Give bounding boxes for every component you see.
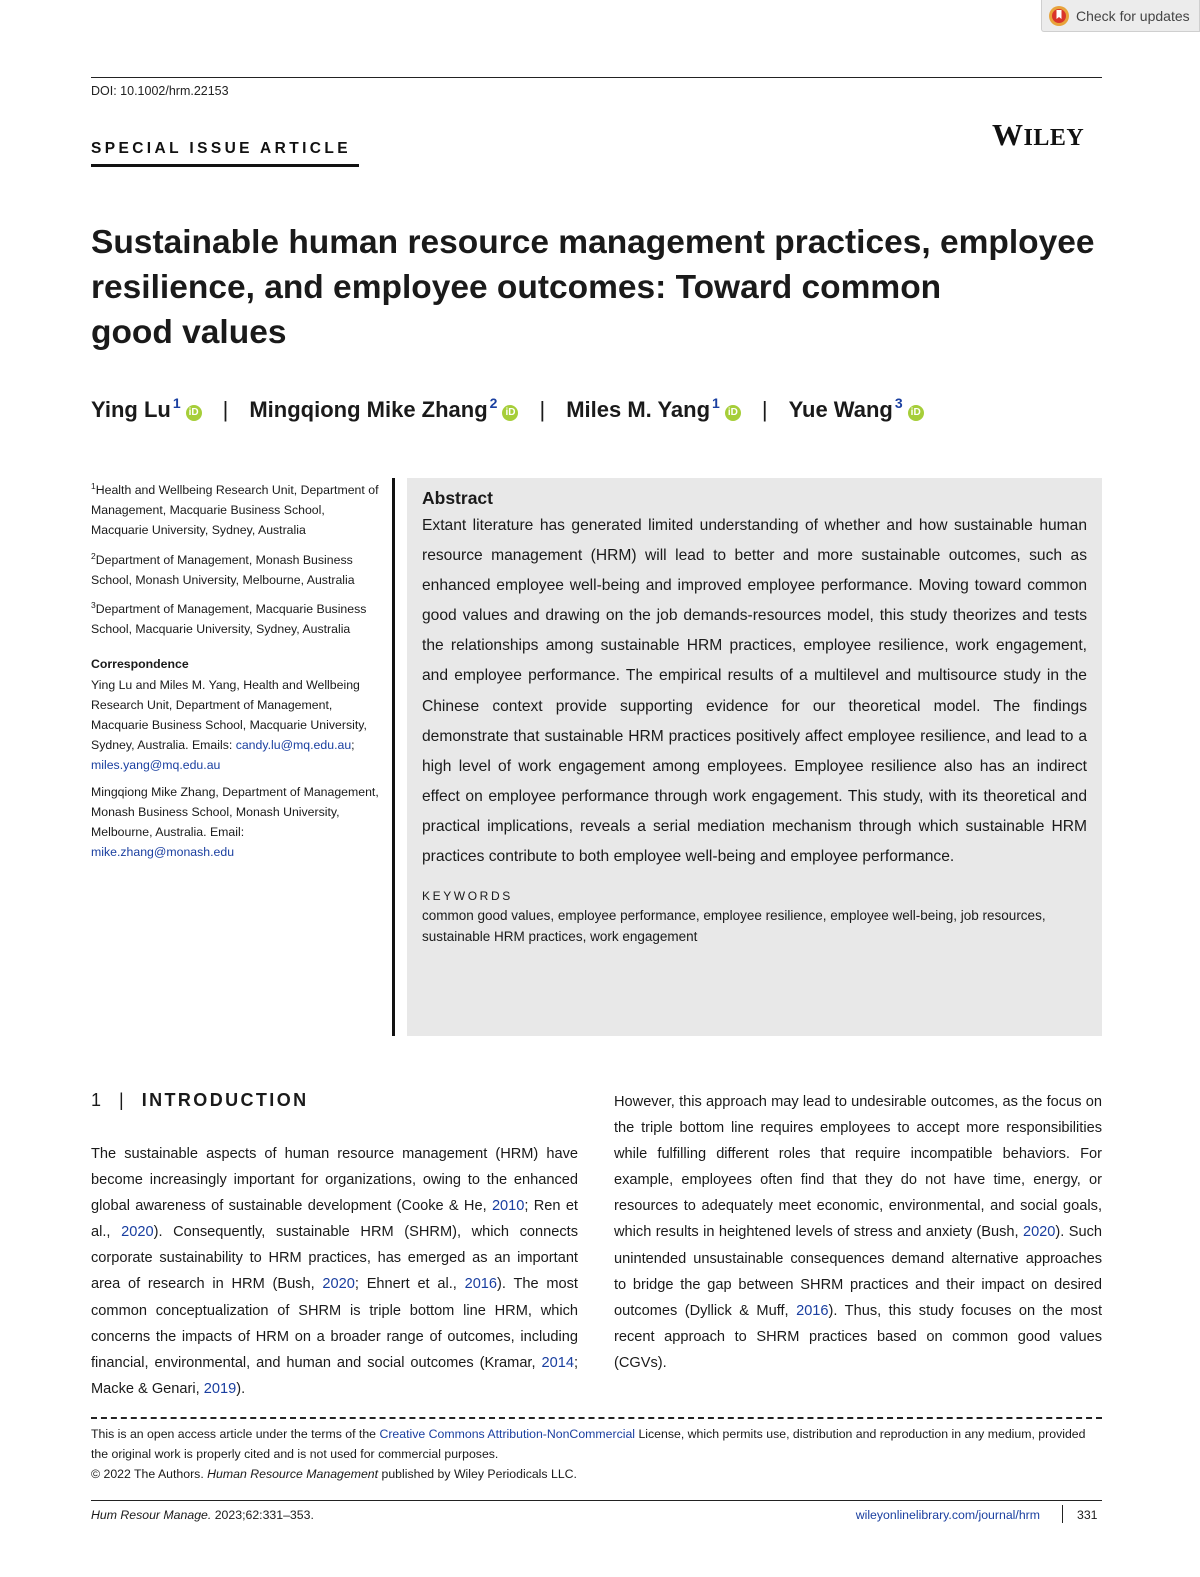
affiliation-marker[interactable]: 2 bbox=[489, 395, 498, 411]
body-text: ). The most common conceptualization of SHRM is triple bottom line HRM, which concerns the impacts of HRM on a broader range of outcomes, including financial, environmental, and human and social outcomes (Kramar, bbox=[91, 1276, 578, 1371]
title-line: Sustainable human resource management practices, employee bbox=[91, 224, 1095, 261]
intro-right-column bbox=[614, 1089, 1102, 1376]
license-notice: This is an open access article under the terms of the Creative Commons Attribution-NonCommercial License, which permits use, distribution and reproduction in any medium, provided the original work is properly cited and is not used for commercial purposes. © 2022 The Authors. Human Resource Management published by Wiley Periodicals LLC. bbox=[91, 1427, 1086, 1482]
abstract-box bbox=[407, 478, 1102, 1036]
body-text: ). Thus, this study focuses on the most recent approach to SHRM practices based on common good values (CGVs). bbox=[614, 1302, 1103, 1371]
author-name[interactable]: Ying Lu $^1$iD bbox=[91, 395, 202, 423]
check-for-updates-button[interactable] bbox=[1041, 0, 1200, 32]
correspondence-heading: Correspondence bbox=[91, 657, 189, 672]
author-separator: | bbox=[539, 397, 546, 422]
wiley-logo: WILEY bbox=[992, 117, 1085, 152]
citation-link[interactable]: 2020 bbox=[121, 1224, 154, 1241]
article-type-underline bbox=[91, 164, 359, 167]
author-list bbox=[91, 395, 924, 423]
keywords-text: common good values, employee performance, employee resilience, employee well-being, job resources, sustainable HRM practices, work engagement bbox=[422, 908, 1046, 945]
author-separator: | bbox=[222, 397, 229, 422]
affiliation-marker[interactable]: 3 bbox=[894, 395, 903, 411]
email-link[interactable]: mike.zhang@monash.edu bbox=[91, 845, 235, 860]
article-type: SPECIAL ISSUE ARTICLE bbox=[91, 140, 352, 157]
footer-rule bbox=[91, 1500, 1102, 1501]
sidebar-affiliations bbox=[91, 476, 381, 868]
orcid-icon[interactable]: iD bbox=[908, 405, 924, 421]
abstract-text: Extant literature has generated limited understanding of whether and how sustainable human resource management (HRM) will lead to better and more sustainable outcomes, such as enhanced employee well-being and improved employee performance. Moving toward common good values and drawing on the job demands-resources model, this study theorizes and tests the relationships among sustainable HRM practices, employee resilience, work engagement, and employee performance. The empirical results of a multilevel and multisource study in the Chinese context provide supporting evidence for our theoretical model. The findings demonstrate that sustainable HRM practices positively affect employee resilience, and lead to a high level of work engagement among employees. Employee resilience also has an indirect effect on employee performance through work engagement. This study, with its theoretical and practical implications, reveals a serial mediation mechanism through which sustainable HRM practices contribute to both employee well-being and employee performance. bbox=[422, 517, 1087, 866]
author-name[interactable]: Miles M. Yang $^1$iD bbox=[566, 395, 741, 423]
body-text: ; Macke & Genari, bbox=[91, 1354, 578, 1397]
doi: DOI: 10.1002/hrm.22153 bbox=[91, 84, 229, 98]
body-text: ; Ehnert et al., bbox=[354, 1276, 465, 1293]
title-line: good values bbox=[91, 314, 287, 351]
license-divider bbox=[91, 1417, 1102, 1419]
intro-left-column bbox=[91, 1141, 578, 1402]
author-separator: | bbox=[761, 397, 768, 422]
footer-citation: Hum Resour Manage. 2023;62:331–353. bbox=[91, 1508, 314, 1522]
citation-link[interactable]: 2020 bbox=[1022, 1224, 1056, 1241]
top-rule bbox=[91, 77, 1102, 78]
citation-link[interactable]: 2016 bbox=[464, 1276, 498, 1293]
affiliation: $^3$Department of Management, Macquarie Business School, Macquarie University, Sydney, Australia bbox=[91, 600, 367, 637]
email-link[interactable]: candy.lu@mq.edu.au bbox=[235, 738, 352, 753]
citation-link[interactable]: 2020 bbox=[322, 1276, 355, 1293]
citation-link[interactable]: 2019 bbox=[203, 1380, 237, 1397]
body-text: ). Consequently, sustainable HRM (SHRM), which connects corporate sustainability to HRM practices, has emerged as an important area of research in HRM (Bush, bbox=[91, 1224, 578, 1293]
body-text: ). Such unintended unsustainable consequences demand alternative approaches to bridge the gap between SHRM practices and their impact on desired outcomes (Dyllick & Muff, bbox=[614, 1224, 1102, 1319]
author-name[interactable]: Yue Wang $^3$iD bbox=[789, 395, 924, 423]
license-link[interactable]: Creative Commons Attribution-NonCommercial bbox=[379, 1427, 636, 1441]
email-link[interactable]: miles.yang@mq.edu.au bbox=[91, 758, 221, 773]
article-title bbox=[91, 220, 1101, 355]
body-text: However, this approach may lead to undesirable outcomes, as the focus on the triple bottom line requires employees to accept more responsibilities while fulfilling different roles that require incompatible behaviors. For example, employees often find that they do not have time, energy, or resources to adequately meet economic, environmental, and social goals, which results in heightened levels of stress and anxiety (Bush, bbox=[614, 1094, 1102, 1241]
footer-separator bbox=[1062, 1505, 1063, 1523]
affiliation-marker[interactable]: 1 bbox=[712, 395, 720, 411]
check-updates-label: Check for updates bbox=[1076, 7, 1190, 24]
correspondence-block: Mingqiong Mike Zhang, Department of Management, Monash Business School, Monash University, Melbourne, Australia. Email: mike.zhang@monash.edu bbox=[91, 784, 379, 860]
sidebar-divider bbox=[392, 478, 395, 1036]
journal-url-link[interactable]: wileyonlinelibrary.com/journal/hrm bbox=[855, 1508, 1040, 1522]
citation-link[interactable]: 2010 bbox=[491, 1198, 525, 1215]
affiliation: $^2$Department of Management, Monash Business School, Monash University, Melbourne, Australia bbox=[91, 550, 355, 587]
check-updates-icon bbox=[1048, 5, 1070, 27]
abstract-heading: Abstract bbox=[422, 488, 493, 508]
orcid-icon[interactable]: iD bbox=[502, 405, 518, 421]
body-text: ; Ren et al., bbox=[91, 1198, 578, 1241]
affiliation: $^1$Health and Wellbeing Research Unit, Department of Management, Macquarie Business School, Macquarie University, Sydney, Australia bbox=[91, 481, 379, 538]
correspondence-block: Ying Lu and Miles M. Yang, Health and Wellbeing Research Unit, Department of Management, Macquarie Business School, Macquarie University, Sydney, Australia. Emails: candy.lu@mq.edu.au; miles.yang@mq.edu.au bbox=[91, 677, 367, 773]
page-number: 331 bbox=[1077, 1508, 1098, 1522]
author-name[interactable]: Mingqiong Mike Zhang $^2$iD bbox=[249, 395, 518, 423]
citation-link[interactable]: 2016 bbox=[796, 1302, 829, 1319]
keywords-heading: KEYWORDS bbox=[422, 889, 513, 904]
affiliation-marker[interactable]: 1 bbox=[172, 395, 181, 411]
orcid-icon[interactable]: iD bbox=[725, 405, 741, 421]
citation-link[interactable]: 2014 bbox=[541, 1354, 574, 1371]
section-heading: 1 | INTRODUCTION bbox=[91, 1090, 309, 1110]
orcid-icon[interactable]: iD bbox=[186, 405, 202, 421]
body-text: ). bbox=[236, 1380, 246, 1397]
body-text: The sustainable aspects of human resource management (HRM) have become increasingly important for organizations, owing to the enhanced global awareness of sustainable development (Cooke & He, bbox=[91, 1146, 578, 1215]
title-line: resilience, and employee outcomes: Toward common bbox=[91, 269, 942, 306]
